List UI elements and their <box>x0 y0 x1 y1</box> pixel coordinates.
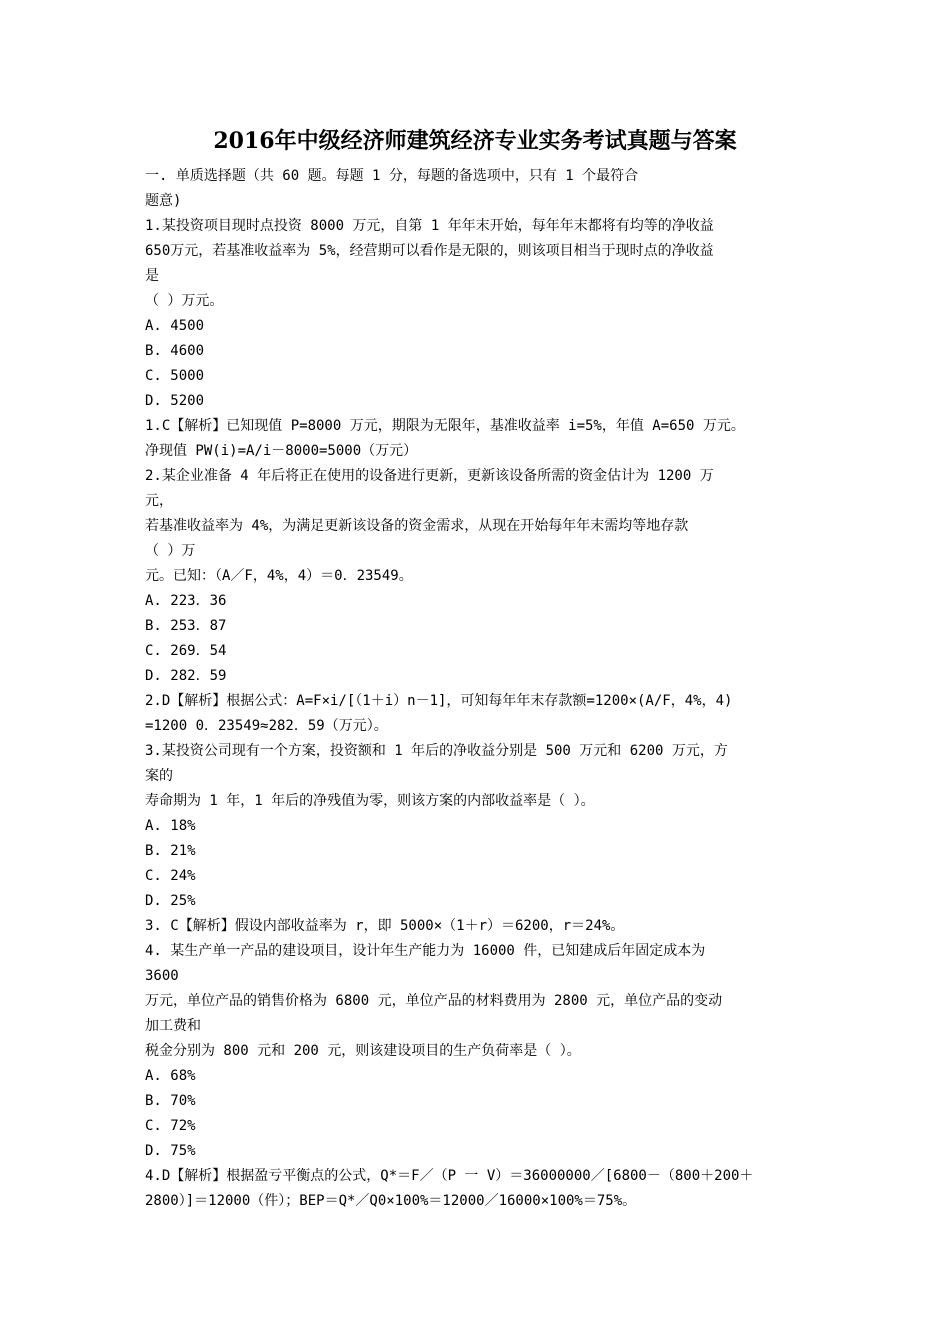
document-title: 2016年中级经济师建筑经济专业实务考试真题与答案 <box>213 128 737 154</box>
text-line: A. 18% <box>145 818 196 834</box>
text-line: 1.某投资项目现时点投资 8000 万元，自第 1 年年末开始，每年年末都将有均等的净收益 <box>145 218 714 234</box>
text-line: 元。已知：（A／F，4%，4）＝0．23549。 <box>145 568 413 584</box>
text-line: 寿命期为 1 年，1 年后的净残值为零，则该方案的内部收益率是（ ）。 <box>145 793 595 809</box>
text-line: A. 223．36 <box>145 593 227 609</box>
text-line: 4.D【解析】根据盈亏平衡点的公式，Q*＝F／（P 一 V）＝36000000／[6800－（800＋200＋ <box>145 1168 754 1184</box>
text-line: D. 75% <box>145 1143 196 1159</box>
text-line: D. 25% <box>145 893 196 909</box>
text-line: 3600 <box>145 968 179 984</box>
text-line: （ ）万 <box>145 543 196 559</box>
text-line: 案的 <box>145 768 173 784</box>
document-body <box>145 164 815 1214</box>
text-line: 2.D【解析】根据公式：A=F×i/[（1＋i）n－1]，可知每年年末存款额=1200×(A/F，4%，4) <box>145 693 733 709</box>
text-line: 万元，单位产品的销售价格为 6800 元，单位产品的材料费用为 2800 元，单位产品的变动 <box>145 993 723 1009</box>
text-line: 净现值 PW(i)=A/i－8000=5000（万元） <box>145 443 418 459</box>
text-line: B. 21% <box>145 843 196 859</box>
text-line: 题意) <box>145 193 182 209</box>
text-line: 2800）]＝12000（件）；BEP＝Q*／Q0×100%＝12000／16000×100%＝75%。 <box>145 1193 637 1209</box>
text-line: 1.C【解析】已知现值 P=8000 万元，期限为无限年，基准收益率 i=5%，年值 A=650 万元。 <box>145 418 745 434</box>
text-line: D. 282．59 <box>145 668 227 684</box>
text-line: 4. 某生产单一产品的建设项目，设计年生产能力为 16000 件，已知建成后年固定成本为 <box>145 943 706 959</box>
text-line: 若基准收益率为 4%，为满足更新该设备的资金需求，从现在开始每年年末需均等地存款 <box>145 518 689 534</box>
text-line: A. 4500 <box>145 318 205 334</box>
text-line: （ ）万元。 <box>145 293 224 309</box>
text-line: B. 70% <box>145 1093 196 1109</box>
text-line: C. 269．54 <box>145 643 227 659</box>
text-line: 650万元，若基准收益率为 5%，经营期可以看作是无限的，则该项目相当于现时点的净收益 <box>145 243 714 259</box>
text-line: 加工费和 <box>145 1018 201 1034</box>
text-line: 元， <box>145 493 173 509</box>
text-line: 2.某企业准备 4 年后将正在使用的设备进行更新，更新该设备所需的资金估计为 1200 万 <box>145 468 714 484</box>
text-line: D. 5200 <box>145 393 205 409</box>
text-line: =1200 0．23549≈282．59（万元）。 <box>145 718 388 734</box>
text-line: 3. C【解析】假设内部收益率为 r，即 5000×（1＋r）＝6200，r＝24%。 <box>145 918 625 934</box>
text-line: 是 <box>145 268 159 284</box>
text-line: C. 72% <box>145 1118 196 1134</box>
text-line: B. 253．87 <box>145 618 227 634</box>
text-line: A. 68% <box>145 1068 196 1084</box>
text-line: C. 24% <box>145 868 196 884</box>
text-line: B. 4600 <box>145 343 205 359</box>
text-line: 一. 单质选择题（共 60 题。每题 1 分，每题的备选项中，只有 1 个最符合 <box>145 168 639 184</box>
text-line: 税金分别为 800 元和 200 元，则该建设项目的生产负荷率是（ ）。 <box>145 1043 581 1059</box>
text-line: 3.某投资公司现有一个方案，投资额和 1 年后的净收益分别是 500 万元和 6200 万元，方 <box>145 743 728 759</box>
text-line: C. 5000 <box>145 368 205 384</box>
